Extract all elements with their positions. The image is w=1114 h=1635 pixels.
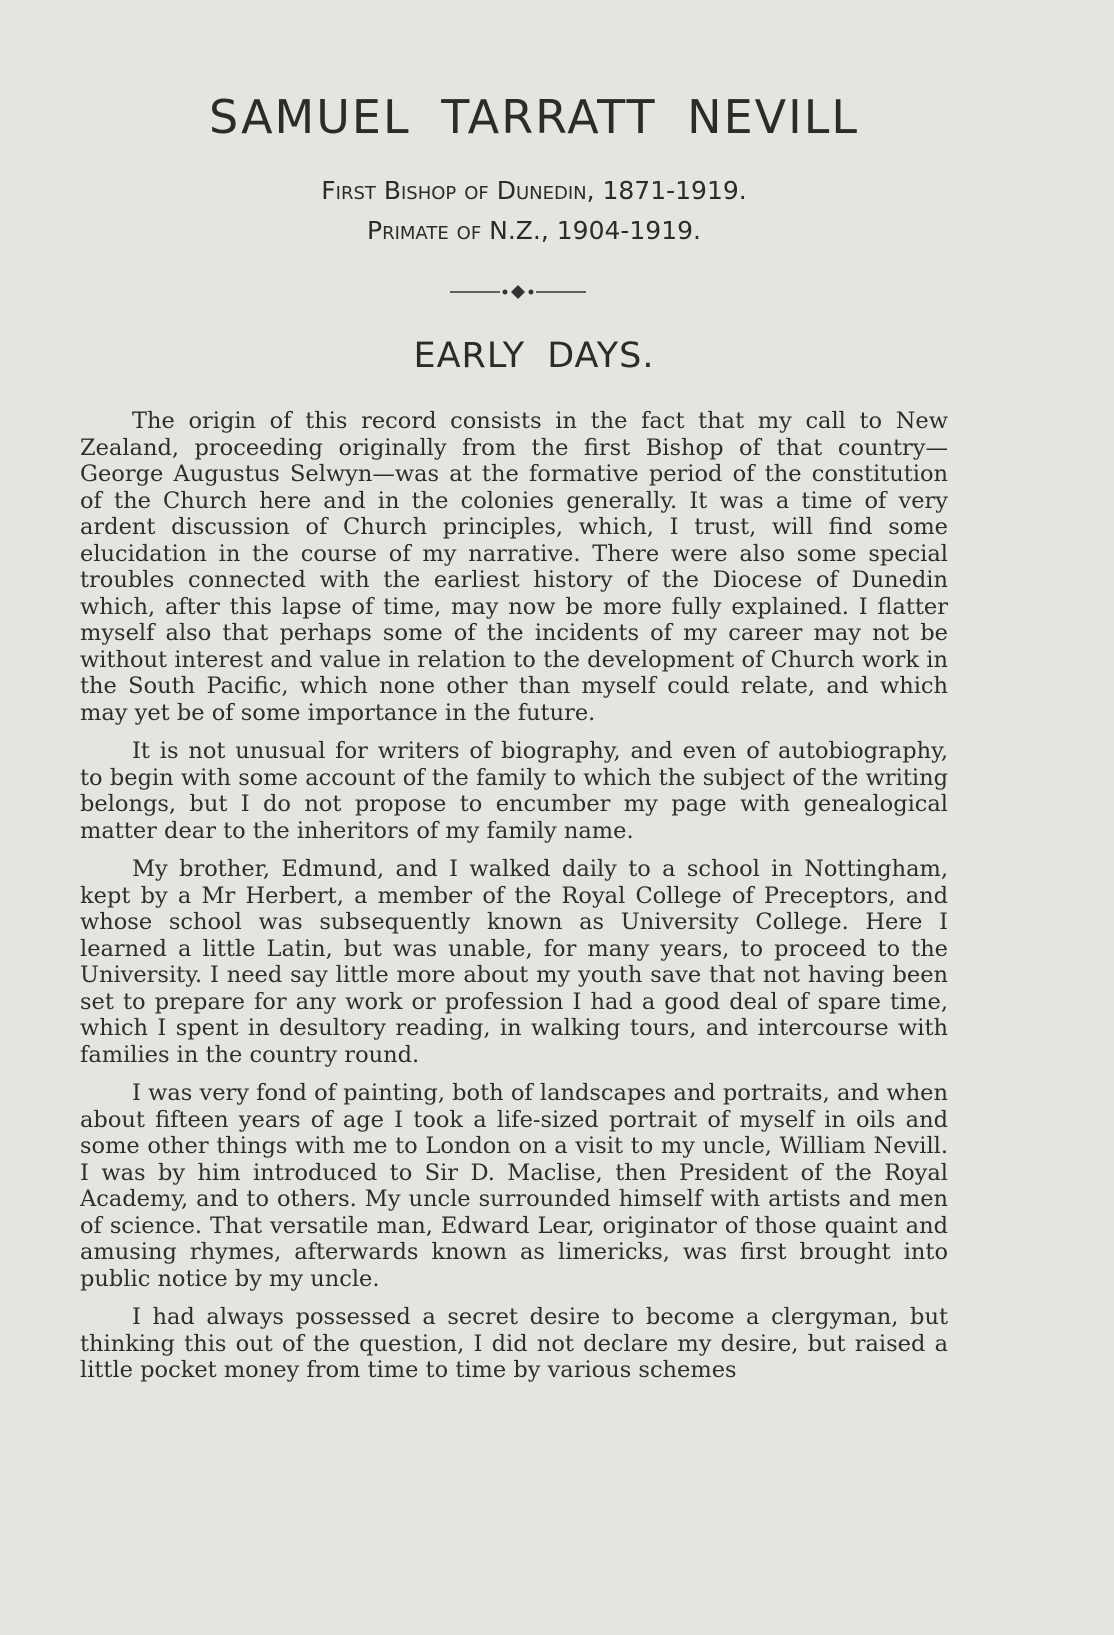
- paragraph-2: It is not unusual for writers of biography, and even of autobiography, to begin with some account of the family to which the subject of the writing belongs, but I do not propose to encumber my page with genealogical matter dear to the inheritors of my family name.: [80, 738, 948, 844]
- page-title: SAMUEL TARRATT NEVILL: [209, 90, 859, 144]
- paragraph-3: My brother, Edmund, and I walked daily to a school in Nottingham, kept by a Mr Herbert, a member of the Royal College of Preceptors, and whose school was subsequently known as University College. Here I learned a little Latin, but was unable, for many years, to proceed to the University. I need say little more about my youth save that not having been set to prepare for any work or profession I had a good deal of spare time, which I spent in desultory reading, in walking tours, and intercourse with families in the country round.: [80, 856, 948, 1068]
- paragraph-5: I had always possessed a secret desire to become a clergyman, but thinking this out of the question, I did not declare my desire, but raised a little pocket money from time to time by various schemes: [80, 1304, 948, 1383]
- ornament-divider: [0, 282, 1068, 302]
- subtitle-bishop: First Bishop of Dunedin, 1871-1919.: [321, 176, 747, 205]
- body-text: [80, 408, 948, 1396]
- paragraph-1: The origin of this record consists in the fact that my call to New Zealand, proceeding originally from the first Bishop of that country—George Augustus Selwyn—was at the formative period of the constitution of the Church here and in the colonies generally. It was a time of very ardent discussion of Church principles, which, I trust, will find some elucidation in the course of my narrative. There were also some special troubles connected with the earliest history of the Diocese of Dunedin which, after this lapse of time, may now be more fully explained. I flatter myself also that perhaps some of the incidents of my career may not be without interest and value in relation to the development of Church work in the South Pacific, which none other than myself could relate, and which may yet be of some importance in the future.: [80, 408, 948, 726]
- section-heading: EARLY DAYS.: [413, 336, 655, 376]
- subtitle-primate: Primate of N.Z., 1904-1919.: [367, 216, 701, 245]
- paragraph-4: I was very fond of painting, both of landscapes and portraits, and when about fifteen years of age I took a life-sized portrait of myself in oils and some other things with me to London on a visit to my uncle, William Nevill. I was by him introduced to Sir D. Maclise, then President of the Royal Academy, and to others. My uncle surrounded himself with artists and men of science. That versatile man, Edward Lear, originator of those quaint and amusing rhymes, afterwards known as limericks, was first brought into public notice by my uncle.: [80, 1080, 948, 1292]
